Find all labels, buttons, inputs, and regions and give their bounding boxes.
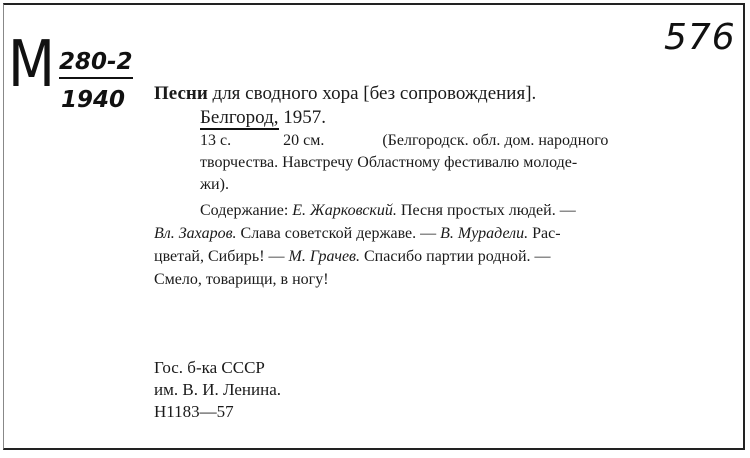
composer-1: Е. Жарковский.	[292, 202, 397, 219]
song-1: Песня простых людей. —	[396, 202, 576, 219]
entry-title: для сводного хора [без сопровождения].	[207, 83, 537, 104]
imprint-year: 1957.	[278, 107, 327, 128]
shelfmark-top: 280-2	[59, 49, 133, 79]
card-code: Н1183—57	[154, 402, 234, 421]
composer-2: Вл. Захаров.	[154, 225, 237, 242]
pages: 13 с.	[200, 132, 232, 149]
library-name: Гос. б-ка СССР	[154, 358, 265, 377]
library-name-2: им. В. И. Ленина.	[154, 380, 282, 399]
title-line	[154, 82, 699, 106]
song-2: Слава советской державе. —	[236, 225, 437, 242]
series-note: (Белгородск. обл. дом. народного	[382, 132, 609, 149]
song-3-end: цветай, Сибирь! —	[154, 248, 285, 265]
imprint-place: Белгород,	[200, 107, 279, 128]
song-5: Смело, товарищи, в ногу!	[154, 271, 329, 288]
song-3-start: Рас-	[528, 225, 561, 242]
physical-description	[154, 130, 699, 196]
catalog-card	[3, 3, 745, 450]
bibliographic-entry	[154, 82, 699, 291]
size: 20 см.	[283, 132, 325, 149]
composer-3: В. Мурадели.	[440, 225, 529, 242]
shelfmark-bottom: 1940	[61, 87, 126, 113]
song-4: Спасибо партии родной. —	[360, 248, 551, 265]
corner-number: 576	[664, 17, 736, 58]
series-note-line-2: творчества. Навстречу Областному фестивалю молоде-	[200, 154, 578, 171]
imprint-line	[154, 106, 699, 130]
contents-label: Содержание:	[200, 202, 289, 219]
entry-heading: Песни	[154, 83, 208, 104]
series-note-line-3: жи).	[200, 176, 229, 193]
library-imprint	[154, 357, 281, 423]
contents-note	[154, 199, 699, 291]
composer-4: М. Грачев.	[288, 248, 360, 265]
shelfmark-letter: М	[8, 28, 55, 102]
